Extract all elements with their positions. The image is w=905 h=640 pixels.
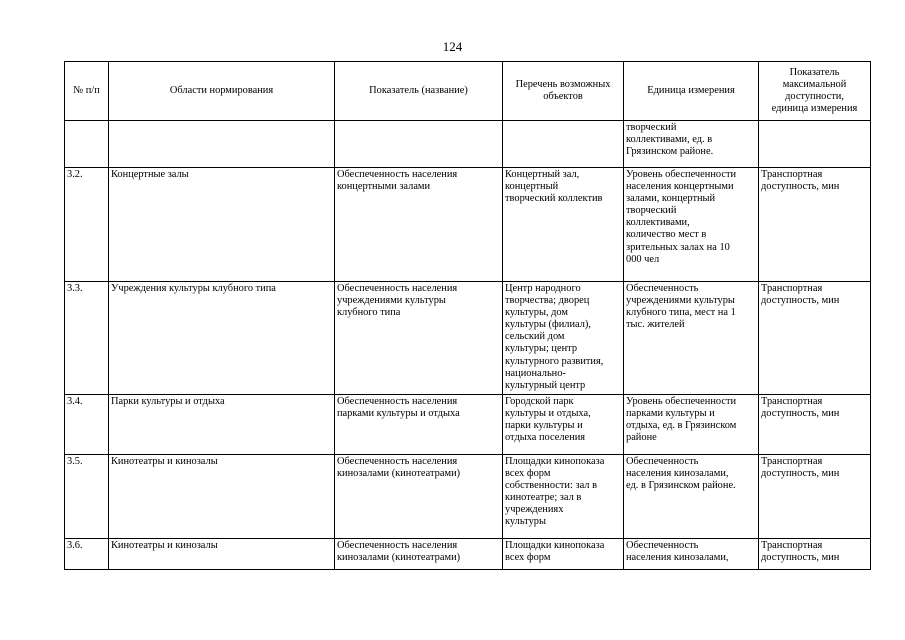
table-cell: творческий коллективами, ед. в Грязинском районе. (624, 121, 759, 168)
table-cell: 3.2. (65, 168, 109, 282)
table-cell: Обеспеченность населения кинозалами (кинотеатрами) (335, 539, 503, 570)
table-cell: Площадки кинопоказа всех форм собственности: зал в кинотеатре; зал в учреждениях культуры (503, 455, 624, 539)
header-objects: Перечень возможных объектов (503, 62, 624, 121)
table-cell (109, 121, 335, 168)
table-cell: Транспортная доступность, мин (759, 539, 871, 570)
table-cell: 3.4. (65, 395, 109, 455)
page-number: 124 (442, 39, 463, 54)
table-cell: Обеспеченность учреждениями культуры клубного типа, мест на 1 тыс. жителей (624, 282, 759, 395)
table-cell: Площадки кинопоказа всех форм (503, 539, 624, 570)
table-cell (335, 121, 503, 168)
table-row-continuation (65, 121, 871, 168)
table-cell: Концертный зал, концертный творческий коллектив (503, 168, 624, 282)
header-accessibility: Показатель максимальной доступности, единица измерения (759, 62, 871, 121)
table-row (65, 539, 871, 570)
table-cell: Уровень обеспеченности населения концертными залами, концертный творческий коллективами, количество мест в зрительных залах на 10 000 чел (624, 168, 759, 282)
table-row (65, 395, 871, 455)
table-cell: 3.5. (65, 455, 109, 539)
table-header-row (65, 62, 871, 121)
table-cell (759, 121, 871, 168)
table-cell: Обеспеченность населения учреждениями культуры клубного типа (335, 282, 503, 395)
table-row (65, 455, 871, 539)
table-cell: Обеспеченность населения кинозалами (кинотеатрами) (335, 455, 503, 539)
table-row (65, 168, 871, 282)
table-cell: Парки культуры и отдыха (109, 395, 335, 455)
table-cell: Уровень обеспеченности парками культуры и отдыха, ед. в Грязинском районе (624, 395, 759, 455)
table-cell: Транспортная доступность, мин (759, 395, 871, 455)
table-cell: Центр народного творчества; дворец культуры, дом культуры (филиал), сельский дом культуры; центр культурного развития, национально- культурный центр (503, 282, 624, 395)
table-cell: Транспортная доступность, мин (759, 455, 871, 539)
table-cell: Концертные залы (109, 168, 335, 282)
header-area: Области нормирования (109, 62, 335, 121)
table-cell (503, 121, 624, 168)
table-cell (65, 121, 109, 168)
table-cell: Обеспеченность населения кинозалами, ед. в Грязинском районе. (624, 455, 759, 539)
table-cell: Обеспеченность населения парками культуры и отдыха (335, 395, 503, 455)
header-unit: Единица измерения (624, 62, 759, 121)
norms-table (64, 61, 871, 570)
table-cell: Кинотеатры и кинозалы (109, 455, 335, 539)
table-cell: Обеспеченность населения кинозалами, (624, 539, 759, 570)
table-cell: Городской парк культуры и отдыха, парки культуры и отдыха поселения (503, 395, 624, 455)
table-cell: Транспортная доступность, мин (759, 282, 871, 395)
header-indicator: Показатель (название) (335, 62, 503, 121)
table-row (65, 282, 871, 395)
table-cell: Обеспеченность населения концертными залами (335, 168, 503, 282)
table-cell: 3.6. (65, 539, 109, 570)
table-cell: Транспортная доступность, мин (759, 168, 871, 282)
header-number: № п/п (65, 62, 109, 121)
table-cell: 3.3. (65, 282, 109, 395)
table-cell: Учреждения культуры клубного типа (109, 282, 335, 395)
table-cell: Кинотеатры и кинозалы (109, 539, 335, 570)
